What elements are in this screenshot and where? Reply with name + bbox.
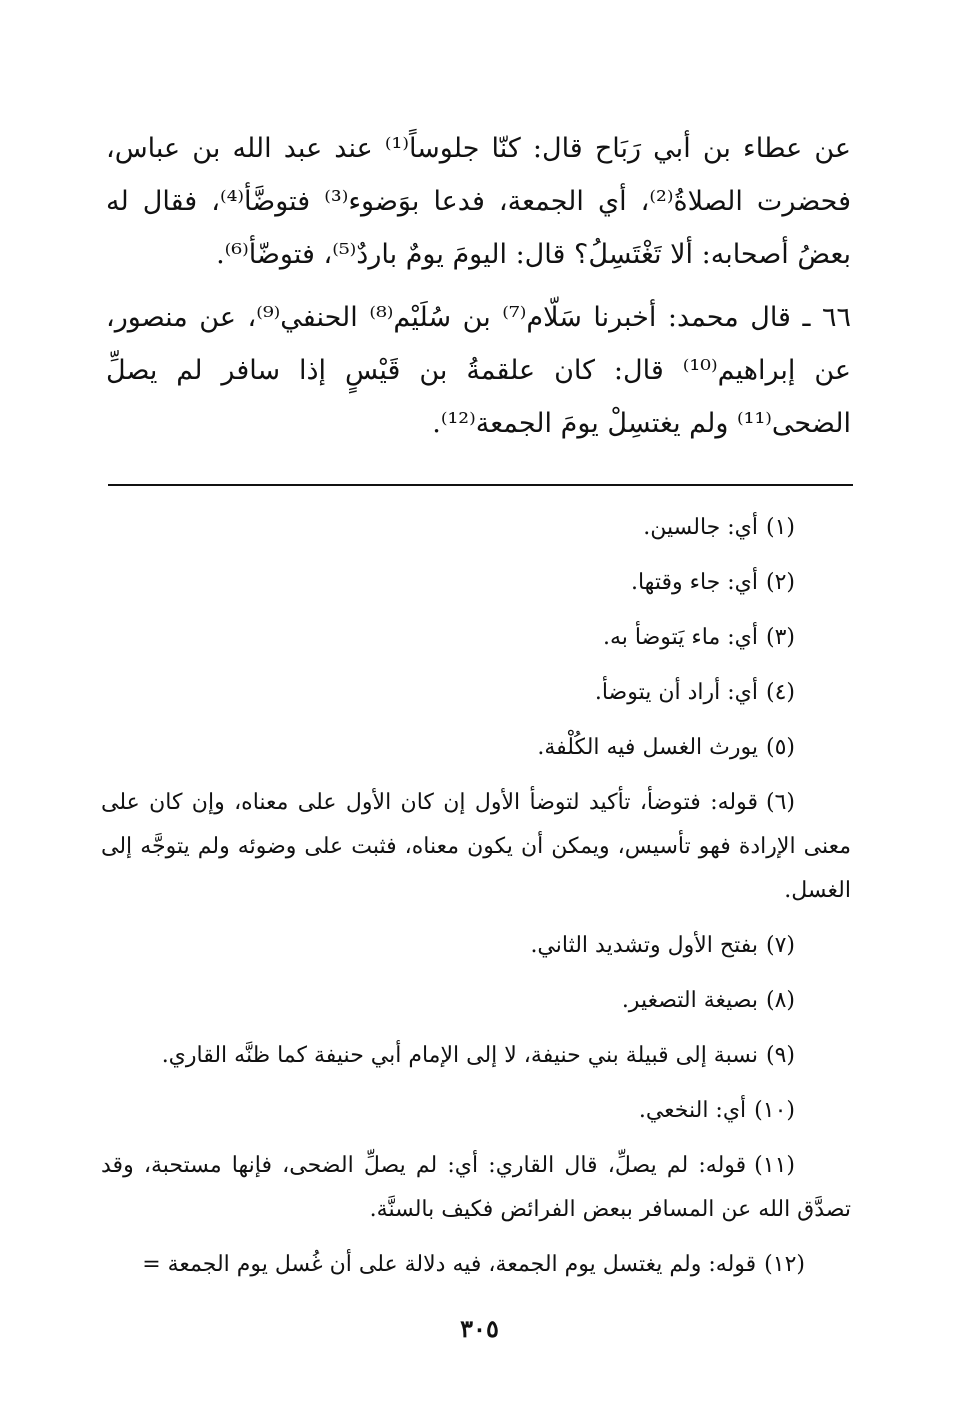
footnote-text: قوله: فتوضأ، تأكيد لتوضأ الأول إن كان الأول على معناه، وإن كان على معنى الإرادة فهو تأسيس، ويمكن أن يكون معناه، فثبت على وضوئه ولم يتوجَّه إلى الغسل.	[101, 790, 851, 903]
footnote-number: (٢)	[765, 570, 795, 595]
footnote	[101, 924, 851, 968]
main-paragraph: عن عطاء بن أبي رَبَاح قال: كنّا جلوساً⁽¹⁾ عند عبد الله بن عباس، فحضرت الصلاةُ⁽²⁾، أي الجمعة، فدعا بوَضوء⁽³⁾ فتوضَّأ⁽⁴⁾، فقال له بعضُ أصحابه: ألا تَغْتَسِلُ؟ قال: اليومَ يومٌ باردٌ⁽⁵⁾، فتوضّأ⁽⁶⁾.	[106, 133, 851, 270]
footnote-number: (١١)	[754, 1153, 795, 1178]
footnote	[101, 1089, 851, 1133]
footnote-text: قوله: لم يصلِّ، قال القاري: أي: لم يصلِّ الضحى، فإنها مستحبة، وقد تصدَّق الله عن المسافر ببعض الفرائض فكيف بالسنَّة.	[101, 1153, 851, 1222]
footnote-divider	[108, 484, 853, 486]
footnote-text: أي: النخعي.	[638, 1098, 747, 1123]
footnote-number: (٤)	[765, 680, 795, 705]
main-text	[106, 122, 851, 450]
footnotes	[101, 506, 851, 1298]
footnote-number: (٨)	[765, 988, 795, 1013]
footnote	[101, 1034, 851, 1078]
footnote	[101, 561, 851, 605]
footnote	[101, 979, 851, 1023]
footnote	[101, 781, 851, 913]
footnote-number: (٣)	[765, 625, 795, 650]
footnote-text: يورث الغسل فيه الكُلْفة.	[537, 735, 758, 760]
footnote	[101, 1144, 851, 1232]
footnote-number: (٦)	[765, 790, 795, 815]
footnote-text: أي: جاء وقتها.	[630, 570, 758, 595]
footnote	[101, 671, 851, 715]
footnote-text: قوله: ولم يغتسل يوم الجمعة، فيه دلالة على أن غُسل يوم الجمعة =	[142, 1252, 757, 1277]
page-number: ٣٠٥	[460, 1314, 499, 1343]
footnote-text: بفتح الأول وتشديد الثاني.	[530, 933, 758, 958]
footnote	[101, 726, 851, 770]
footnote-text: أي: جالسين.	[643, 515, 758, 540]
footnote	[101, 1243, 861, 1287]
footnote-number: (٥)	[765, 735, 795, 760]
footnote-number: (١٠)	[754, 1098, 795, 1123]
footnote	[101, 506, 851, 550]
footnote-number: (١٢)	[764, 1252, 805, 1277]
footnote-number: (١)	[765, 515, 795, 540]
footnote-text: نسبة إلى قبيلة بني حنيفة، لا إلى الإمام أبي حنيفة كما ظنَّه القاري.	[161, 1043, 758, 1068]
footnote-text: بصيغة التصغير.	[621, 988, 758, 1013]
footnote	[101, 616, 851, 660]
footnote-number: (٩)	[765, 1043, 795, 1068]
footnote-number: (٧)	[765, 933, 795, 958]
footnote-text: أي: أراد أن يتوضأ.	[594, 680, 758, 705]
main-paragraph: ٦٦ ـ قال محمد: أخبرنا سَلّام⁽⁷⁾ بن سُلَيْم⁽⁸⁾ الحنفي⁽⁹⁾، عن منصور، عن إبراهيم⁽¹⁰⁾ قال: كان علقمةُ بن قَيْسٍ إذا سافر لم يصلِّ الضحى⁽¹¹⁾ ولم يغتسِلْ يومَ الجمعة⁽¹²⁾.	[106, 302, 851, 439]
footnote-text: أي: ماء يَتوضأ به.	[603, 625, 758, 650]
